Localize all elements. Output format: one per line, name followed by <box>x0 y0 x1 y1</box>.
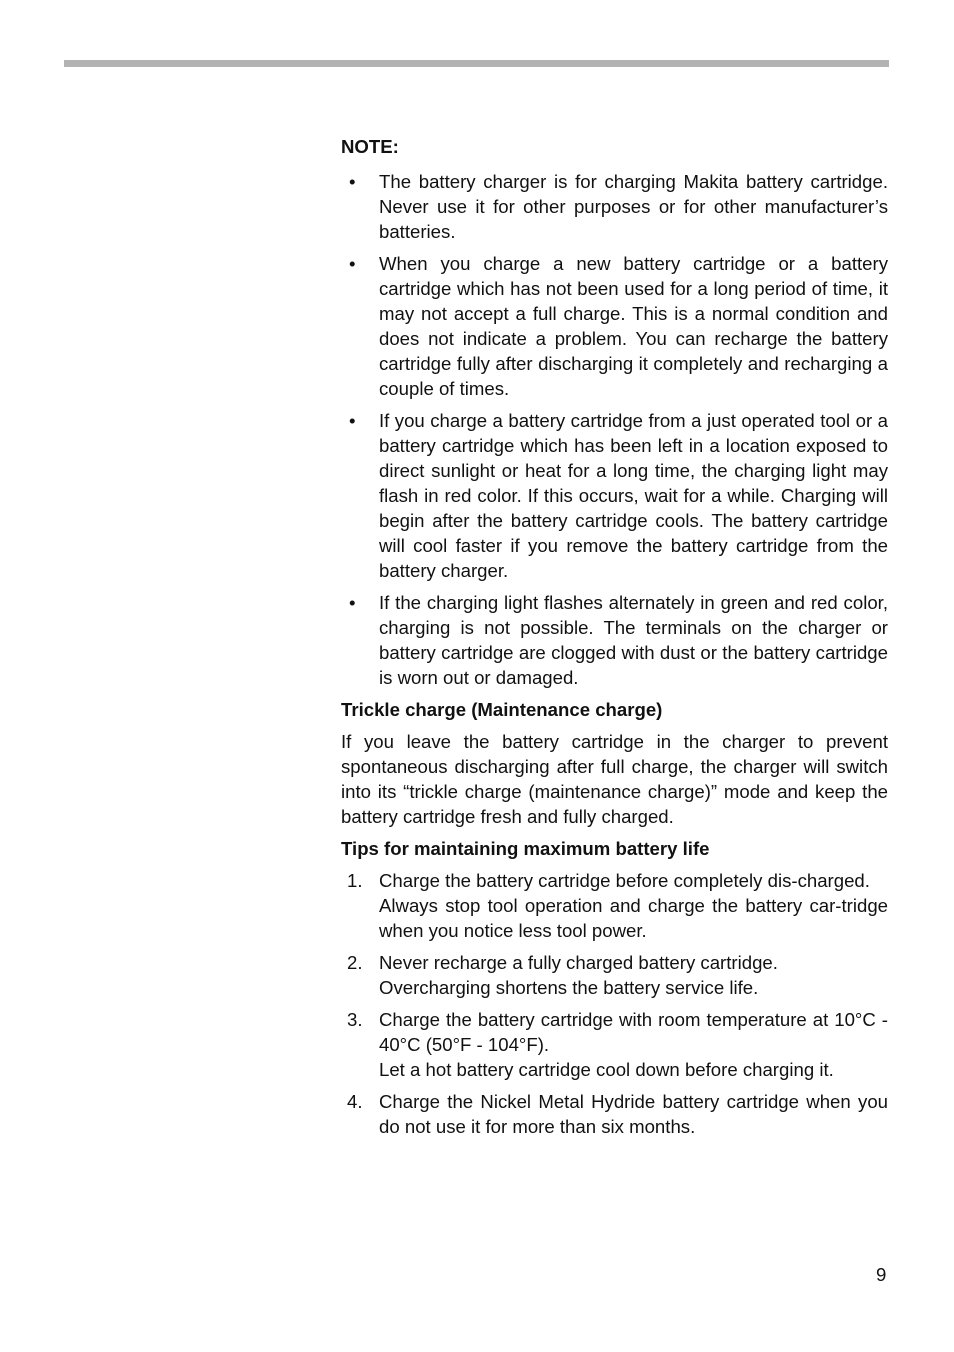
list-item <box>341 590 888 690</box>
list-item <box>341 868 888 943</box>
page-content <box>341 134 888 1146</box>
bullet-icon: • <box>349 171 356 192</box>
step-number: 3. <box>347 1009 363 1030</box>
list-item <box>341 1089 888 1139</box>
step-detail: Always stop tool operation and charge the battery car-tridge when you notice less tool power. <box>379 895 888 941</box>
list-item <box>341 408 888 583</box>
note-item-text: If the charging light flashes alternately in green and red color, charging is not possible. The terminals on the charger or battery cartridge are clogged with dust or the battery cartridge is worn out or damaged. <box>379 592 888 688</box>
note-list <box>341 169 888 690</box>
header-rule <box>64 60 889 67</box>
tips-heading: Tips for maintaining maximum battery life <box>341 838 710 859</box>
step-number: 2. <box>347 952 363 973</box>
list-item <box>341 1007 888 1082</box>
step-number: 4. <box>347 1091 363 1112</box>
list-item <box>341 950 888 1000</box>
note-item-text: When you charge a new battery cartridge or a battery cartridge which has not been used for a long period of time, it may not accept a full charge. This is a normal condition and does not indicate a problem. You can recharge the battery cartridge fully after discharging it completely and recharging a couple of times. <box>379 253 888 399</box>
step-number: 1. <box>347 870 363 891</box>
step-text: Never recharge a fully charged battery cartridge. <box>379 952 778 973</box>
step-text: Charge the Nickel Metal Hydride battery cartridge when you do not use it for more than six months. <box>379 1091 888 1137</box>
step-text: Charge the battery cartridge with room temperature at 10°C - 40°C (50°F - 104°F). <box>379 1009 888 1055</box>
bullet-icon: • <box>349 253 356 274</box>
note-item-text: The battery charger is for charging Makita battery cartridge. Never use it for other purposes or for other manufacturer’s batteries. <box>379 171 888 242</box>
list-item <box>341 251 888 401</box>
trickle-charge-paragraph: If you leave the battery cartridge in the charger to prevent spontaneous discharging after full charge, the charger will switch into its “trickle charge (maintenance charge)” mode and keep the battery cartridge fresh and fully charged. <box>341 731 888 827</box>
step-text: Charge the battery cartridge before completely dis-charged. <box>379 870 870 891</box>
tips-list <box>341 868 888 1139</box>
note-item-text: If you charge a battery cartridge from a just operated tool or a battery cartridge which has been left in a location exposed to direct sunlight or heat for a long time, the charging light may flash in red color. If this occurs, wait for a while. Charging will begin after the battery cartridge cools. The battery cartridge will cool faster if you remove the battery cartridge from the battery charger. <box>379 410 888 581</box>
list-item <box>341 169 888 244</box>
step-detail: Let a hot battery cartridge cool down before charging it. <box>379 1059 834 1080</box>
trickle-charge-heading: Trickle charge (Maintenance charge) <box>341 699 663 720</box>
page-number: 9 <box>876 1264 887 1285</box>
note-heading: NOTE: <box>341 136 399 157</box>
bullet-icon: • <box>349 410 356 431</box>
step-detail: Overcharging shortens the battery service life. <box>379 977 759 998</box>
bullet-icon: • <box>349 592 356 613</box>
